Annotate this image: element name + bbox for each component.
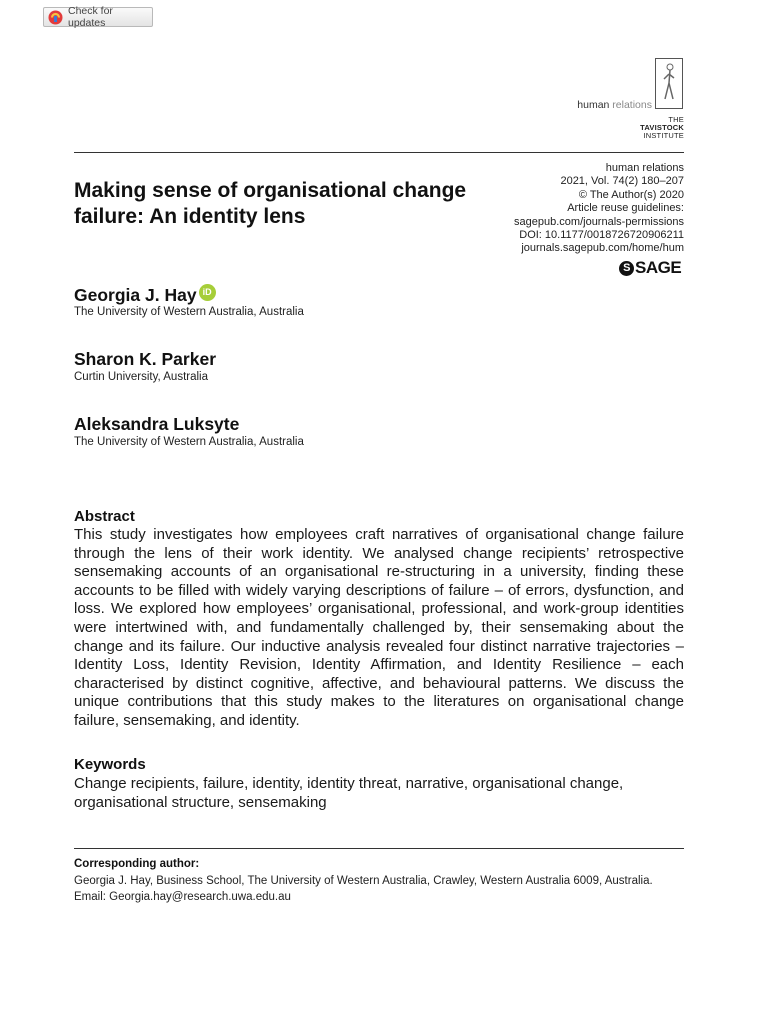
journal-logo-word2: relations bbox=[612, 99, 652, 111]
tavistock-line-1: THE bbox=[668, 115, 684, 124]
author-affiliation-1: The University of Western Australia, Australia bbox=[74, 306, 304, 318]
author-affiliation-2: Curtin University, Australia bbox=[74, 371, 208, 383]
abstract-heading: Abstract bbox=[74, 508, 135, 525]
keywords-text: Change recipients, failure, identity, identity threat, narrative, organisational change, organisational structure, sensemaking bbox=[74, 775, 624, 811]
meta-reuse: Article reuse guidelines: bbox=[567, 202, 684, 215]
sage-logo bbox=[619, 258, 681, 278]
top-divider bbox=[74, 152, 684, 153]
check-for-updates-button[interactable] bbox=[43, 7, 153, 27]
author-affiliation-3: The University of Western Australia, Australia bbox=[74, 436, 304, 448]
sage-logo-text: SAGE bbox=[635, 258, 682, 277]
journal-figure-logo-icon bbox=[655, 58, 683, 109]
paper-title: Making sense of organisational change failure: An identity lens bbox=[74, 179, 467, 228]
keywords-heading: Keywords bbox=[74, 756, 146, 773]
author-name-2: Sharon K. Parker bbox=[74, 349, 216, 369]
meta-doi[interactable]: DOI: 10.1177/0018726720906211 bbox=[519, 229, 684, 242]
corresponding-email[interactable]: Email: Georgia.hay@research.uwa.edu.au bbox=[74, 890, 291, 903]
tavistock-line-2: TAVISTOCK bbox=[640, 123, 684, 132]
corresponding-author-details bbox=[74, 874, 684, 905]
article-meta bbox=[444, 162, 684, 256]
sage-s-icon: S bbox=[619, 261, 634, 276]
abstract-text: This study investigates how employees craft narratives of organisational change failure through the lens of their work identity. We analysed change recipients’ retrospective sensemaking accounts of an organisational re-structuring in a university, finding these accounts to be filled with widely varying descriptions of failure – of errors, dysfunction, and loss. We explored how employees’ organisational, professional, and work-group identities were intertwined with, and fundamentally challenged by, their sensemaking about the change and its failure. Our inductive analysis revealed four distinct narrative trajectories – Identity Loss, Identity Revision, Identity Affirmation, and Identity Resilience – each characterised by distinct cognitive, affective, and behavioural patterns. We discuss the unique contributions that this study makes to the literatures on organisational change failure, sensemaking, and identity. bbox=[74, 526, 684, 729]
meta-copyright: © The Author(s) 2020 bbox=[578, 188, 684, 201]
meta-reuse-link[interactable]: sagepub.com/journals-permissions bbox=[514, 215, 684, 228]
author-name-1 bbox=[74, 284, 216, 306]
corresponding-address: Georgia J. Hay, Business School, The University of Western Australia, Crawley, Western Australia 6009, Australia. bbox=[74, 875, 653, 887]
corresponding-author-heading: Corresponding author: bbox=[74, 858, 200, 870]
meta-journal: human relations bbox=[605, 162, 684, 174]
author-1-name-text: Georgia J. Hay bbox=[74, 285, 197, 305]
bottom-divider bbox=[74, 848, 684, 849]
tavistock-logo bbox=[626, 116, 684, 140]
author-name-3: Aleksandra Luksyte bbox=[74, 414, 240, 434]
journal-logo-word1: human bbox=[577, 99, 610, 111]
orcid-icon[interactable]: iD bbox=[199, 284, 216, 301]
tavistock-line-3: INSTITUTE bbox=[643, 131, 684, 140]
meta-journal-link[interactable]: journals.sagepub.com/home/hum bbox=[521, 242, 684, 255]
check-for-updates-label: Check for updates bbox=[68, 5, 113, 29]
meta-volume: 2021, Vol. 74(2) 180–207 bbox=[560, 175, 684, 188]
journal-logo-text bbox=[577, 99, 652, 111]
crossmark-icon bbox=[48, 10, 63, 25]
